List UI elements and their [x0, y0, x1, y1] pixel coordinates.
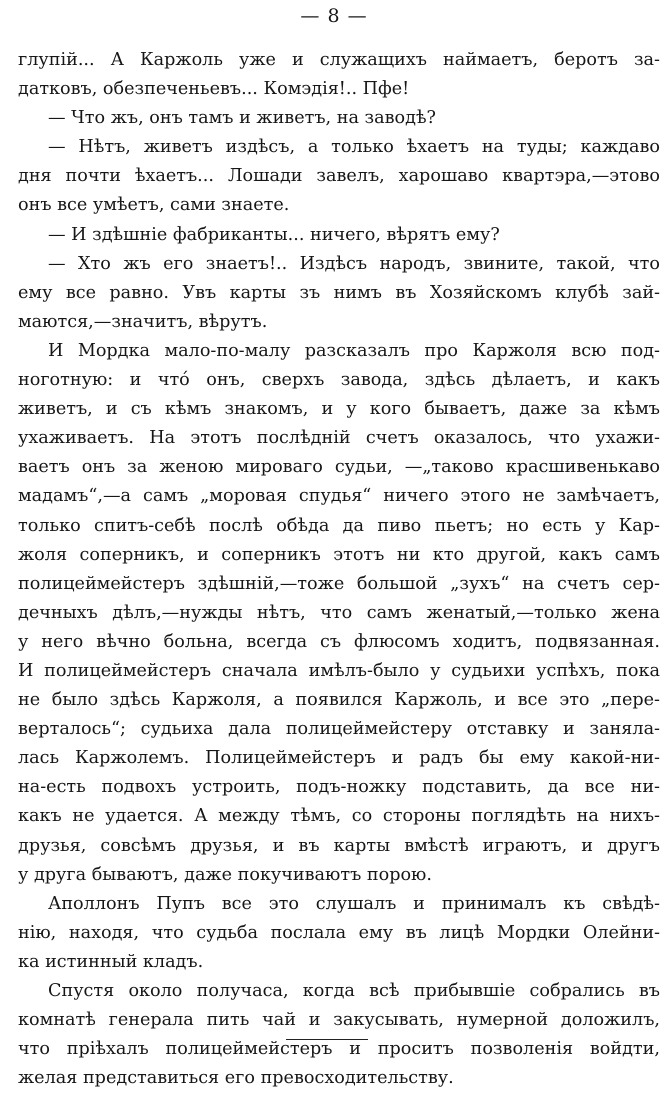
text-line: лась Каржолемъ. Полицеймейстеръ и радъ бы ему какой-ни-: [18, 748, 660, 769]
section-divider: [286, 1039, 368, 1040]
text-line: дня почти ѣхаетъ... Лошади завелъ, харошаво квартэра,—этово: [18, 166, 660, 187]
text-line: дечныхъ дѣлъ,—нужды нѣтъ, что самъ женатый,—только жена: [18, 602, 660, 623]
text-line: нію, находя, что судьба послала ему въ лицѣ Мордки Олейни-: [18, 922, 660, 943]
text-line: друзья, совсѣмъ друзья, и въ карты вмѣстѣ играютъ, и другъ: [18, 835, 660, 856]
text-line: верталось“; судьиха дала полицеймейстеру отставку и заняла-: [18, 719, 660, 740]
text-line: глупій... А Каржоль уже и служащихъ наймаетъ, беротъ за-: [18, 50, 660, 70]
text-line: какъ не удается. А между тѣмъ, со стороны поглядѣть на нихъ-: [18, 806, 660, 827]
text-line: желая представиться его превосходительству.: [18, 1068, 454, 1089]
body-text: [18, 46, 660, 1093]
text-line: — Нѣтъ, живетъ издѣсъ, а только ѣхаетъ на туды; каждаво: [48, 137, 660, 158]
text-line: Спустя около получаса, когда всѣ прибывшіе собрались въ: [48, 981, 660, 1001]
text-line: комнатѣ генерала пить чай и закусывать, нумерной доложилъ,: [18, 1010, 660, 1031]
text-line: мадамъ“,—а самъ „моровая спудья“ ничего этого не замѣчаетъ,: [18, 486, 660, 507]
text-line: — Хто жъ его знаетъ!.. Издѣсъ народъ, звините, такой, что: [48, 253, 660, 274]
text-line: полицеймейстеръ здѣшній,—тоже большой „зухъ“ на счетъ сер-: [18, 573, 660, 594]
text-line: И полицеймейстеръ сначала имѣлъ-было у судьихи успѣхъ, пока: [18, 660, 660, 681]
text-line: ка истинный кладъ.: [18, 951, 204, 972]
text-line: что пріѣхалъ полицеймейстеръ и проситъ позволенія войдти,: [18, 1039, 660, 1060]
text-line: онъ все умѣетъ, сами знаете.: [18, 195, 290, 216]
text-line: маются,—значитъ, вѣрутъ.: [18, 311, 268, 332]
text-line: жоля соперникъ, и соперникъ этотъ ни кто другой, какъ самъ: [18, 544, 660, 565]
text-line: датковъ, обезпеченьевъ... Комэдія!.. Пфе!: [18, 79, 410, 100]
text-line: И Мордка мало-по-малу разсказалъ про Каржоля всю под-: [48, 340, 660, 361]
text-line: — И здѣшніе фабриканты... ничего, вѣрятъ ему?: [48, 224, 500, 245]
text-line: на-есть подвохъ устроить, подъ-ножку подставить, да все ни-: [18, 777, 660, 798]
page-number: — 8 —: [300, 5, 368, 27]
text-line: живетъ, и съ кѣмъ знакомъ, и у кого бываетъ, даже за кѣмъ: [18, 399, 660, 420]
text-line: — Что жъ, онъ тамъ и живетъ, на заводѣ?: [48, 108, 436, 129]
text-line: у него вѣчно больна, всегда съ флюсомъ ходитъ, подвязанная.: [18, 631, 660, 652]
text-line: ноготную: и что́ онъ, сверхъ завода, здѣсь дѣлаетъ, и какъ: [18, 370, 660, 391]
text-line: у друга бываютъ, даже покучиваютъ порою.: [18, 864, 432, 885]
text-line: только спитъ-себѣ послѣ обѣда да пиво пьетъ; но есть у Кар-: [18, 515, 660, 536]
text-line: ему все равно. Увъ карты зъ нимъ въ Хозяйскомъ клубѣ зай-: [18, 282, 660, 303]
text-line: Аполлонъ Пупъ все это слушалъ и принималъ къ свѣдѣ-: [48, 893, 660, 914]
text-line: ваетъ онъ за женою мироваго судьи, —„таково красшивенькаво: [18, 457, 660, 478]
text-line: ухаживаетъ. На этотъ послѣдній счетъ оказалось, что ухажи-: [18, 428, 660, 449]
text-line: не было здѣсь Каржоля, а появился Каржоль, и все это „пере-: [18, 690, 660, 711]
